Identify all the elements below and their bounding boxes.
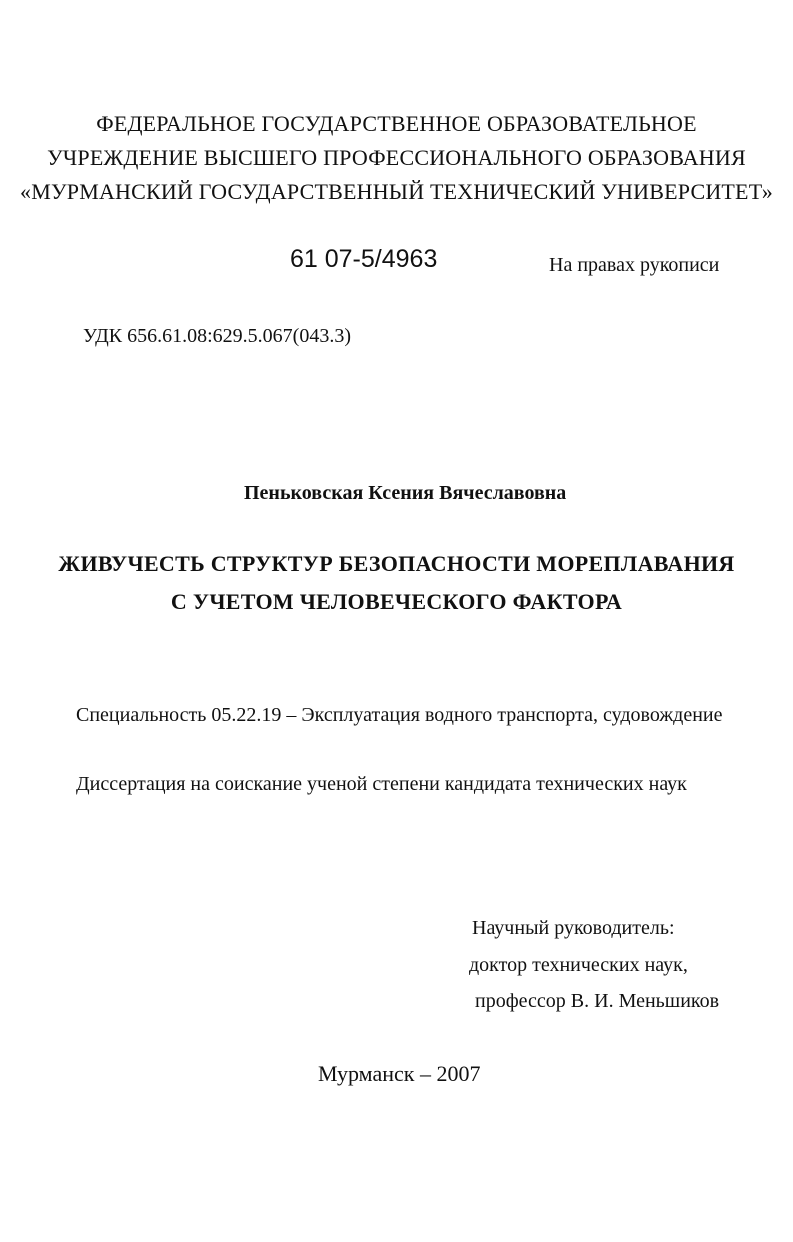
city-year: Мурманск – 2007 xyxy=(318,1061,481,1086)
institution-line-1: ФЕДЕРАЛЬНОЕ ГОСУДАРСТВЕННОЕ ОБРАЗОВАТЕЛЬНОЕ xyxy=(96,111,697,136)
institution-line-2: УЧРЕЖДЕНИЕ ВЫСШЕГО ПРОФЕССИОНАЛЬНОГО ОБРАЗОВАНИЯ xyxy=(47,145,746,170)
degree-text: Диссертация на соискание ученой степени кандидата технических наук xyxy=(76,773,687,795)
specialty-text: Специальность 05.22.19 – Эксплуатация водного транспорта, судовождение xyxy=(76,704,723,726)
udk-code: УДК 656.61.08:629.5.067(043.3) xyxy=(83,325,351,347)
institution-line-3: «МУРМАНСКИЙ ГОСУДАРСТВЕННЫЙ ТЕХНИЧЕСКИЙ УНИВЕРСИТЕТ» xyxy=(20,179,773,204)
supervisor-role: Научный руководитель: xyxy=(472,917,675,939)
supervisor-degree: доктор технических наук, xyxy=(469,954,688,976)
dissertation-title-line-1: ЖИВУЧЕСТЬ СТРУКТУР БЕЗОПАСНОСТИ МОРЕПЛАВАНИЯ xyxy=(58,551,735,576)
archive-stamp-number: 61 07-5/4963 xyxy=(290,245,438,273)
author-name: Пеньковская Ксения Вячеславовна xyxy=(244,482,567,504)
supervisor-name: профессор В. И. Меньшиков xyxy=(475,990,720,1012)
rights-note: На правах рукописи xyxy=(549,254,720,276)
dissertation-title-line-2: С УЧЕТОМ ЧЕЛОВЕЧЕСКОГО ФАКТОРА xyxy=(170,589,623,614)
